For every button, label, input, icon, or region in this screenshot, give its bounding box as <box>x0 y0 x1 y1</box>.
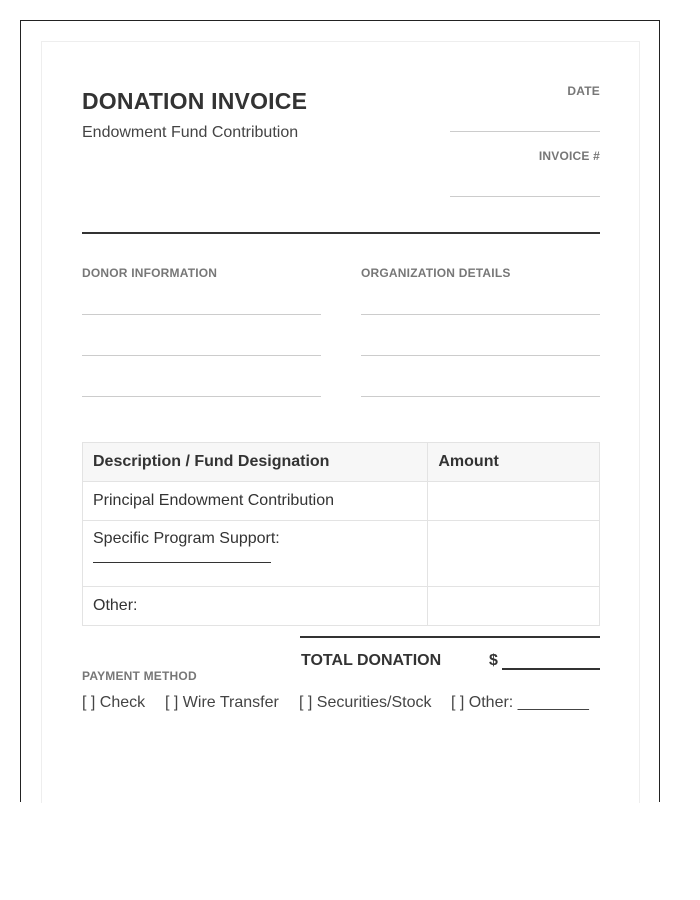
date-field[interactable] <box>450 131 600 132</box>
row-amount-cell[interactable] <box>428 521 600 587</box>
payment-option-other[interactable]: [ ] Other: ________ <box>451 694 589 711</box>
invoice-subtitle: Endowment Fund Contribution <box>82 124 299 141</box>
payment-option-wire-transfer[interactable]: [ ] Wire Transfer <box>165 694 279 711</box>
program-blank-line[interactable] <box>93 562 271 563</box>
row-description-cell <box>83 521 428 587</box>
row-amount-cell[interactable] <box>428 482 600 521</box>
organization-field-3[interactable] <box>361 396 600 397</box>
table-row <box>83 482 600 521</box>
donor-info-label: DONOR INFORMATION <box>82 266 218 280</box>
donation-items-table <box>82 442 600 626</box>
row-description: Specific Program Support: <box>93 530 280 547</box>
donor-field-3[interactable] <box>82 396 321 397</box>
payment-method-label: PAYMENT METHOD <box>82 669 197 683</box>
invoice-title: DONATION INVOICE <box>82 88 308 114</box>
table-row <box>83 587 600 626</box>
header-divider <box>82 232 600 234</box>
organization-field-1[interactable] <box>361 314 600 315</box>
total-donation-label: TOTAL DONATION <box>301 652 442 669</box>
row-amount-cell[interactable] <box>428 587 600 626</box>
total-amount-field[interactable] <box>502 668 600 670</box>
organization-field-2[interactable] <box>361 355 600 356</box>
amount-column-header: Amount <box>428 443 600 482</box>
row-description: Principal Endowment Contribution <box>83 482 428 521</box>
donor-field-1[interactable] <box>82 314 321 315</box>
table-header-row <box>83 443 600 482</box>
organization-details-label: ORGANIZATION DETAILS <box>361 266 511 280</box>
invoice-number-field[interactable] <box>450 196 600 197</box>
row-description: Other: <box>83 587 428 626</box>
table-row <box>83 521 600 587</box>
payment-option-check[interactable]: [ ] Check <box>82 694 146 711</box>
payment-option-securities[interactable]: [ ] Securities/Stock <box>299 694 432 711</box>
date-label: DATE <box>567 84 600 98</box>
total-divider <box>300 636 600 638</box>
description-column-header: Description / Fund Designation <box>83 443 428 482</box>
currency-symbol: $ <box>489 652 498 669</box>
invoice-number-label: INVOICE # <box>538 149 600 163</box>
donor-field-2[interactable] <box>82 355 321 356</box>
